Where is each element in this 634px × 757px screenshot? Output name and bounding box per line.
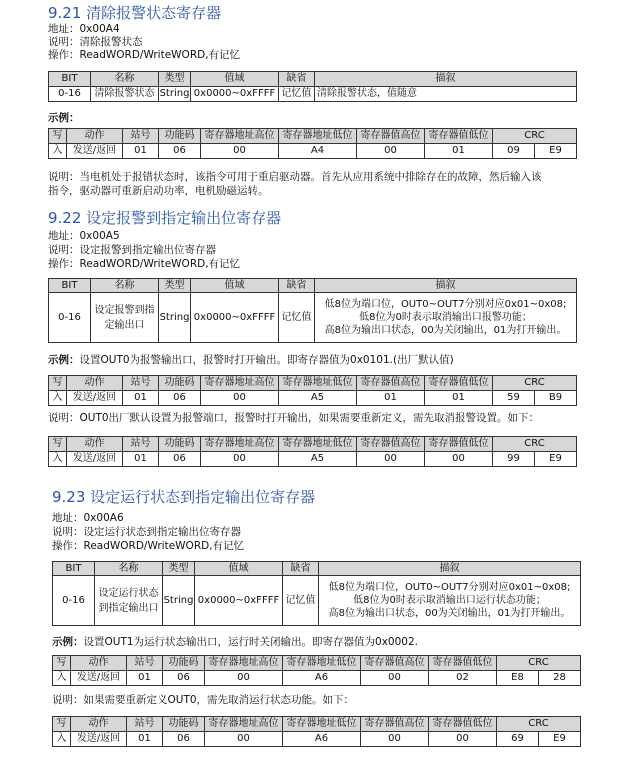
cmd-header-crc: CRC <box>493 437 577 452</box>
cmd-cell-value-low: 01 <box>425 144 493 159</box>
description-line: 说明：设定报警到指定输出位寄存器 <box>48 244 216 256</box>
cmd-header-write: 写 <box>49 129 67 144</box>
cmd-header-crc: CRC <box>497 656 581 671</box>
cmd-row-input: 入 <box>53 671 71 686</box>
cmd-cell-addr-low: A5 <box>279 452 357 467</box>
cmd-cell-crc-2: 28 <box>539 671 581 686</box>
cmd-cell-addr-low: A6 <box>283 732 361 747</box>
cmd-header-write: 写 <box>49 376 67 391</box>
cmd-header-action: 动作 <box>71 717 127 732</box>
cmd-header-crc: CRC <box>497 717 581 732</box>
header-default: 缺省 <box>279 279 315 293</box>
cell-description: 清除报警状态，值随意 <box>315 87 577 102</box>
cmd-cell-value-low: 01 <box>425 391 493 406</box>
cmd-cell-function: 06 <box>159 452 201 467</box>
command-table <box>48 375 577 406</box>
cmd-header-crc: CRC <box>493 129 577 144</box>
cmd-header-function: 功能码 <box>163 717 205 732</box>
cmd-header-value-high: 寄存器值高位 <box>357 437 425 452</box>
cmd-header-action: 动作 <box>67 437 123 452</box>
cell-default: 记忆值 <box>279 87 315 102</box>
header-range: 值域 <box>191 279 279 293</box>
example-line <box>52 636 418 649</box>
cmd-cell-addr-high: 00 <box>205 732 283 747</box>
cmd-header-value-low: 寄存器值低位 <box>425 129 493 144</box>
cmd-header-addr-high: 寄存器地址高位 <box>205 717 283 732</box>
cmd-cell-crc-1: 69 <box>497 732 539 747</box>
cmd-cell-addr-low: A6 <box>283 671 361 686</box>
cmd-header-action: 动作 <box>71 656 127 671</box>
cmd-cell-value-high: 00 <box>357 144 425 159</box>
header-default: 缺省 <box>283 562 319 576</box>
header-description: 描叙 <box>319 562 581 576</box>
command-table <box>52 655 581 686</box>
cell-name: 设定报警到指定输出口 <box>91 293 159 343</box>
cell-description <box>315 293 577 343</box>
cell-bit: 0-16 <box>49 293 91 343</box>
cmd-header-action: 动作 <box>67 376 123 391</box>
example-label: 示例： <box>52 636 84 648</box>
register-table <box>48 71 577 102</box>
address-line: 地址：0x00A4 <box>48 23 120 35</box>
cmd-header-value-high: 寄存器值高位 <box>357 376 425 391</box>
desc-line-1: 低8位为端口位，OUT0~OUT7分别对应0x01~0x08; <box>324 299 567 310</box>
cmd-header-function: 功能码 <box>163 656 205 671</box>
cmd-header-crc: CRC <box>493 376 577 391</box>
cmd-cell-addr-high: 00 <box>205 671 283 686</box>
command-table <box>48 128 577 159</box>
cmd-cell-crc-2: B9 <box>535 391 577 406</box>
desc-line-1: 低8位为端口位，OUT0~OUT7分别对应0x01~0x08; <box>328 582 571 593</box>
example-label: 示例： <box>48 112 80 124</box>
cmd-header-addr-high: 寄存器地址高位 <box>201 129 279 144</box>
example-text: 设置OUT0为报警输出口，报警时打开输出。即寄存器值为0x0101.(出厂默认值) <box>79 354 454 366</box>
cmd-cell-value-low: 00 <box>429 732 497 747</box>
cmd-cell-action: 发送/返回 <box>67 144 123 159</box>
cmd-header-addr-low: 寄存器地址低位 <box>279 437 357 452</box>
cmd-header-write: 写 <box>53 656 71 671</box>
cmd-cell-crc-2: E9 <box>535 144 577 159</box>
example-text: 设置OUT1为运行状态输出口，运行时关闭输出。即寄存器值为0x0002. <box>83 636 418 648</box>
note-line-1: 说明：当电机处于报错状态时，该指令可用于重启驱动器。首先从应用系统中排除存在的故障，然后输入该 <box>48 171 542 183</box>
cell-range: 0x0000~0xFFFF <box>191 293 279 343</box>
cmd-header-write: 写 <box>53 717 71 732</box>
section-title-9-21: 9.21 清除报警状态寄存器 <box>48 4 222 22</box>
cell-default: 记忆值 <box>283 576 319 626</box>
header-name: 名称 <box>95 562 163 576</box>
cmd-cell-addr-high: 00 <box>201 144 279 159</box>
cmd-header-station: 站号 <box>127 656 163 671</box>
cmd-cell-crc-2: E9 <box>539 732 581 747</box>
cell-bit: 0-16 <box>49 87 91 102</box>
desc-line-3: 高8位为输出口状态，00为关闭输出，01为打开输出。 <box>324 325 567 336</box>
cmd-header-value-high: 寄存器值高位 <box>361 656 429 671</box>
header-name: 名称 <box>91 72 159 87</box>
cmd-row-input: 入 <box>49 144 67 159</box>
example-label: 示例： <box>48 354 80 366</box>
cmd-cell-station: 01 <box>127 732 163 747</box>
desc-line-2: 低8位为0时表示取消输出口报警功能； <box>359 312 532 323</box>
example-line <box>48 354 454 367</box>
cell-name: 设定运行状态到指定输出口 <box>95 576 163 626</box>
operation-line: 操作：ReadWORD/WriteWORD,有记忆 <box>48 258 241 270</box>
command-table <box>48 436 577 467</box>
cmd-header-addr-low: 寄存器地址低位 <box>279 129 357 144</box>
cmd-cell-value-high: 01 <box>357 391 425 406</box>
cmd-header-addr-low: 寄存器地址低位 <box>279 376 357 391</box>
note-line-2: 指令，驱动器可重新启动功率，电机励磁运转。 <box>48 185 269 197</box>
cmd-cell-action: 发送/返回 <box>67 391 123 406</box>
cell-default: 记忆值 <box>279 293 315 343</box>
cmd-cell-station: 01 <box>127 671 163 686</box>
cmd-row-input: 入 <box>49 452 67 467</box>
cmd-header-value-low: 寄存器值低位 <box>429 717 497 732</box>
cmd-cell-function: 06 <box>163 732 205 747</box>
cmd-cell-action: 发送/返回 <box>71 732 127 747</box>
cmd-header-value-low: 寄存器值低位 <box>425 376 493 391</box>
address-line: 地址：0x00A5 <box>48 230 120 242</box>
cell-description <box>319 576 581 626</box>
cmd-header-write: 写 <box>49 437 67 452</box>
desc-line-3: 高8位为输出口状态，00为关闭输出，01为打开输出。 <box>328 608 571 619</box>
cmd-cell-addr-low: A5 <box>279 391 357 406</box>
cmd-row-input: 入 <box>49 391 67 406</box>
cmd-header-value-high: 寄存器值高位 <box>357 129 425 144</box>
header-range: 值域 <box>195 562 283 576</box>
header-default: 缺省 <box>279 72 315 87</box>
address-line: 地址：0x00A6 <box>52 512 124 524</box>
cmd-header-station: 站号 <box>123 437 159 452</box>
cmd-cell-function: 06 <box>163 671 205 686</box>
cmd-header-function: 功能码 <box>159 437 201 452</box>
note-line: 说明：OUT0出厂默认设置为报警端口，报警时打开输出，如果需要重新定义，需先取消报警设置。如下： <box>48 412 540 424</box>
cell-range: 0x0000~0xFFFF <box>191 87 279 102</box>
cmd-cell-crc-1: 99 <box>493 452 535 467</box>
cmd-cell-value-high: 00 <box>361 671 429 686</box>
cmd-cell-addr-low: A4 <box>279 144 357 159</box>
header-name: 名称 <box>91 279 159 293</box>
command-table <box>52 716 581 747</box>
operation-line: 操作：ReadWORD/WriteWORD,有记忆 <box>52 540 245 552</box>
cmd-cell-action: 发送/返回 <box>71 671 127 686</box>
cmd-header-value-low: 寄存器值低位 <box>429 656 497 671</box>
register-table <box>52 561 581 626</box>
header-type: 类型 <box>159 72 191 87</box>
description-line: 说明：清除报警状态 <box>48 36 143 48</box>
header-type: 类型 <box>163 562 195 576</box>
cmd-header-value-low: 寄存器值低位 <box>425 437 493 452</box>
cmd-header-addr-high: 寄存器地址高位 <box>201 376 279 391</box>
cmd-cell-value-low: 02 <box>429 671 497 686</box>
cmd-cell-station: 01 <box>123 391 159 406</box>
cmd-cell-crc-1: 09 <box>493 144 535 159</box>
note-line: 说明：如果需要重新定义OUT0，需先取消运行状态功能。如下： <box>52 694 355 706</box>
header-description: 描叙 <box>315 72 577 87</box>
cmd-header-value-high: 寄存器值高位 <box>361 717 429 732</box>
cmd-cell-crc-1: E8 <box>497 671 539 686</box>
section-title-9-22: 9.22 设定报警到指定输出位寄存器 <box>48 209 282 227</box>
cmd-header-addr-low: 寄存器地址低位 <box>283 656 361 671</box>
header-bit: BIT <box>49 72 91 87</box>
cmd-header-addr-low: 寄存器地址低位 <box>283 717 361 732</box>
header-type: 类型 <box>159 279 191 293</box>
header-description: 描叙 <box>315 279 577 293</box>
cmd-cell-crc-1: 59 <box>493 391 535 406</box>
cmd-cell-value-high: 00 <box>357 452 425 467</box>
cmd-cell-addr-high: 00 <box>201 452 279 467</box>
cell-range: 0x0000~0xFFFF <box>195 576 283 626</box>
section-title-9-23: 9.23 设定运行状态到指定输出位寄存器 <box>52 488 316 506</box>
cmd-header-station: 站号 <box>127 717 163 732</box>
cmd-cell-value-low: 00 <box>425 452 493 467</box>
register-table <box>48 278 577 343</box>
cell-bit: 0-16 <box>53 576 95 626</box>
cmd-header-addr-high: 寄存器地址高位 <box>201 437 279 452</box>
cmd-header-function: 功能码 <box>159 376 201 391</box>
cell-name: 清除报警状态 <box>91 87 159 102</box>
desc-line-2: 低8位为0时表示取消输出口运行状态功能； <box>353 595 546 606</box>
cmd-header-addr-high: 寄存器地址高位 <box>205 656 283 671</box>
description-line: 说明：设定运行状态到指定输出位寄存器 <box>52 526 241 538</box>
cell-type: String <box>159 293 191 343</box>
cell-type: String <box>159 87 191 102</box>
cmd-cell-crc-2: E9 <box>535 452 577 467</box>
cmd-cell-action: 发送/返回 <box>67 452 123 467</box>
cmd-cell-station: 01 <box>123 452 159 467</box>
operation-line: 操作：ReadWORD/WriteWORD,有记忆 <box>48 49 241 61</box>
cmd-cell-value-high: 00 <box>361 732 429 747</box>
cmd-header-function: 功能码 <box>159 129 201 144</box>
cmd-header-station: 站号 <box>123 376 159 391</box>
cmd-cell-station: 01 <box>123 144 159 159</box>
header-bit: BIT <box>49 279 91 293</box>
cmd-header-station: 站号 <box>123 129 159 144</box>
header-bit: BIT <box>53 562 95 576</box>
cmd-row-input: 入 <box>53 732 71 747</box>
header-range: 值域 <box>191 72 279 87</box>
cmd-cell-function: 06 <box>159 144 201 159</box>
cmd-header-action: 动作 <box>67 129 123 144</box>
cell-type: String <box>163 576 195 626</box>
cmd-cell-addr-high: 00 <box>201 391 279 406</box>
cmd-cell-function: 06 <box>159 391 201 406</box>
